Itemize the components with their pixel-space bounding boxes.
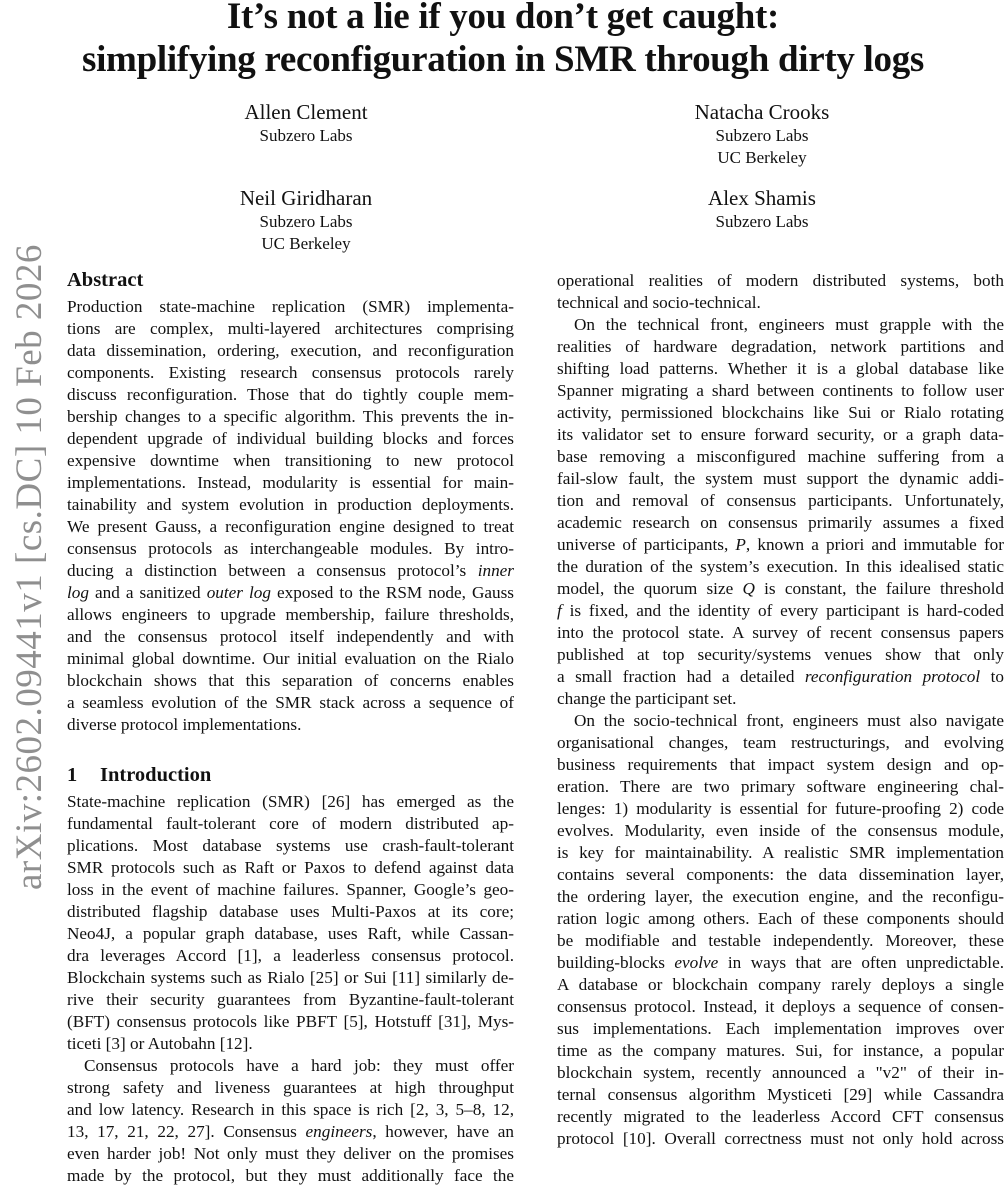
text-line: discuss reconfiguration. Those that do tightly couple mem- [67, 385, 514, 404]
section-heading-introduction [67, 762, 514, 788]
title-line-1: It’s not a lie if you don’t get caught: [226, 0, 780, 37]
text-line: be modifiable and testable independently. Moreover, these [557, 931, 1004, 950]
text-line: building-blocks evolve in ways that are often unpredictable. [557, 953, 1004, 972]
text-line: contains several components: the data dissemination layer, [557, 865, 1004, 884]
text-line: is key for maintainability. A realistic SMR implementation [557, 843, 1004, 862]
text-line: organisational changes, team restructurings, and evolving [557, 733, 1004, 752]
section-number: 1 [67, 764, 78, 786]
title-line-2: simplifying reconfiguration in SMR through dirty logs [81, 39, 925, 80]
text-line: minimal global downtime. Our initial evaluation on the Rialo [67, 649, 514, 668]
text-line: published at top security/systems venues show that only [557, 645, 1004, 664]
text-line: dra leverages Accord [1], a leaderless consensus protocol. [67, 946, 514, 965]
text-line: technical and socio-technical. [557, 293, 761, 312]
abstract-body [67, 296, 514, 736]
text-line: activity, permissioned blockchains like Sui or Rialo rotating [557, 403, 1004, 422]
text-line: protocol [10]. Overall correctness must not only hold across [557, 1129, 1004, 1148]
author-name: Alex Shamis [708, 186, 816, 210]
text-line: its validator set to ensure forward security, or a graph data- [557, 425, 1004, 444]
text-line: tion and removal of consensus participants. Unfortunately, [557, 491, 1004, 510]
author-block [612, 99, 912, 169]
text-line: blockchain system, recently announced a "v2" of their in- [557, 1063, 1004, 1082]
text-line: business requirements that impact system design and op- [557, 755, 1004, 774]
text-line: recently migrated to the leaderless Accord CFT consensus [557, 1107, 1004, 1126]
author-name: Allen Clement [244, 100, 368, 124]
text-line: time as the company matures. Sui, for instance, a popular [557, 1041, 1004, 1060]
introduction-body-left [67, 791, 514, 1187]
text-line: plications. Most database systems use crash-fault-tolerant [67, 836, 514, 855]
introduction-body-right [557, 270, 1004, 1150]
text-line: base removing a misconfigured machine suffering from a [557, 447, 1004, 466]
text-line: A database or blockchain company rarely deploys a single [557, 975, 1004, 994]
text-line: Spanner migrating a shard between continents to follow user [557, 381, 1004, 400]
author-affiliation: UC Berkeley [717, 148, 807, 167]
arxiv-watermark [0, 0, 60, 1200]
text-line: strong safety and liveness guarantees at high throughput [67, 1078, 514, 1097]
author-affiliation: Subzero Labs [259, 212, 353, 231]
text-line: made by the protocol, but they must additionally face the [67, 1166, 514, 1185]
abstract-heading: Abstract [67, 269, 144, 291]
text-line: log and a sanitized outer log exposed to the RSM node, Gauss [67, 583, 514, 602]
text-line: (BFT) consensus protocols like PBFT [5], Hotstuff [31], Mys- [67, 1012, 514, 1031]
author-affiliation: UC Berkeley [261, 234, 351, 253]
text-line: eration. There are two primary software engineering chal- [557, 777, 1004, 796]
text-line: 13, 17, 21, 22, 27]. Consensus engineers, however, have an [67, 1122, 515, 1141]
text-line: dependent upgrade of individual building blocks and forces [67, 429, 514, 448]
text-line: change the participant set. [557, 689, 737, 708]
author-name: Neil Giridharan [239, 186, 373, 210]
arxiv-identifier: arXiv:2602.09441v1 [cs.DC] 10 Feb 2026 [9, 244, 50, 890]
text-line: and low latency. Research in this space is rich [2, 3, 5–8, 12, [67, 1100, 514, 1119]
text-line: shifting load patterns. Whether it is a global database like [557, 359, 1004, 378]
text-line: allows engineers to upgrade membership, failure thresholds, [67, 605, 514, 624]
right-column [557, 270, 1004, 1150]
text-line: diverse protocol implementations. [67, 715, 302, 734]
author-block [156, 185, 456, 255]
text-line: fundamental fault-tolerant core of modern distributed ap- [67, 814, 514, 833]
text-line: operational realities of modern distributed systems, both [557, 271, 1004, 290]
text-line: sus implementations. Each implementation improves over [557, 1019, 1004, 1038]
text-line: and the consensus protocol itself independently and with [67, 627, 514, 646]
text-line: Blockchain systems such as Rialo [25] or Sui [11] similarly de- [67, 968, 514, 987]
text-line: consensus protocol. Instead, it deploys a sequence of consen- [557, 997, 1004, 1016]
text-line: f is fixed, and the identity of every participant is hard-coded [557, 601, 1004, 620]
text-line: Neo4J, a popular graph database, uses Raft, while Cassan- [67, 924, 514, 943]
text-line: implementations. Instead, modularity is essential for main- [67, 473, 514, 492]
text-line: the duration of the system’s execution. In this idealised static [557, 557, 1004, 576]
paper-title [0, 0, 1006, 81]
text-line: a small fraction had a detailed reconfiguration protocol to [557, 667, 1004, 686]
text-line: evolves. Modularity, even inside of the consensus module, [557, 821, 1004, 840]
text-line: expensive downtime when transitioning to new protocol [67, 451, 514, 470]
text-line: Production state-machine replication (SMR) implementa- [67, 297, 514, 316]
text-line: tainability and system evolution in production deployments. [67, 495, 514, 514]
text-line: tions are complex, multi-layered architectures comprising [67, 319, 514, 338]
text-line: On the socio-technical front, engineers must also navigate [574, 711, 1004, 730]
text-line: ticeti [3] or Autobahn [12]. [67, 1034, 253, 1053]
text-line: Consensus protocols have a hard job: they must offer [84, 1056, 514, 1075]
author-affiliation: Subzero Labs [715, 126, 809, 145]
left-column [67, 267, 514, 1187]
text-line: State-machine replication (SMR) [26] has emerged as the [67, 792, 514, 811]
text-line: SMR protocols such as Raft or Paxos to defend against data [67, 858, 514, 877]
author-affiliation: Subzero Labs [259, 126, 353, 145]
text-line: ducing a distinction between a consensus protocol’s inner [67, 561, 514, 580]
text-line: rive their security guarantees from Byzantine-fault-tolerant [67, 990, 514, 1009]
section-title: Introduction [100, 764, 212, 786]
text-line: model, the quorum size Q is constant, the failure threshold [557, 579, 1004, 598]
author-affiliation: Subzero Labs [715, 212, 809, 231]
author-block [156, 99, 456, 147]
text-line: universe of participants, P, known a priori and immutable for [557, 535, 1004, 554]
text-line: the ordering layer, the execution engine, and the reconfigu- [557, 887, 1004, 906]
text-line: ternal consensus algorithm Mysticeti [29] while Cassandra [557, 1085, 1004, 1104]
text-line: lenges: 1) modularity is essential for future-proofing 2) code [557, 799, 1004, 818]
text-line: ration logic among others. Each of these components should [557, 909, 1004, 928]
text-line: fail-slow fault, the system must support the dynamic addi- [557, 469, 1004, 488]
author-name: Natacha Crooks [694, 100, 830, 124]
text-line: We present Gauss, a reconfiguration engine designed to treat [67, 517, 514, 536]
text-line: distributed flagship database uses Multi-Paxos at its core; [67, 902, 514, 921]
text-line: data dissemination, ordering, execution, and reconfiguration [67, 341, 514, 360]
text-line: even harder job! Not only must they deliver on the promises [67, 1144, 514, 1163]
text-line: realities of hardware degradation, network partitions and [557, 337, 1004, 356]
author-block [612, 185, 912, 233]
text-line: academic research on consensus primarily assumes a fixed [557, 513, 1004, 532]
text-line: consensus protocols as interchangeable modules. By intro- [67, 539, 514, 558]
text-line: into the protocol state. A survey of recent consensus papers [557, 623, 1004, 642]
text-line: components. Existing research consensus protocols rarely [67, 363, 514, 382]
text-line: bership changes to a specific algorithm. This prevents the in- [67, 407, 514, 426]
text-line: blockchain shows that this separation of concerns enables [67, 671, 514, 690]
text-line: loss in the event of machine failures. Spanner, Google’s geo- [67, 880, 514, 899]
text-line: a seamless evolution of the SMR stack across a sequence of [67, 693, 514, 712]
text-line: On the technical front, engineers must grapple with the [574, 315, 1004, 334]
